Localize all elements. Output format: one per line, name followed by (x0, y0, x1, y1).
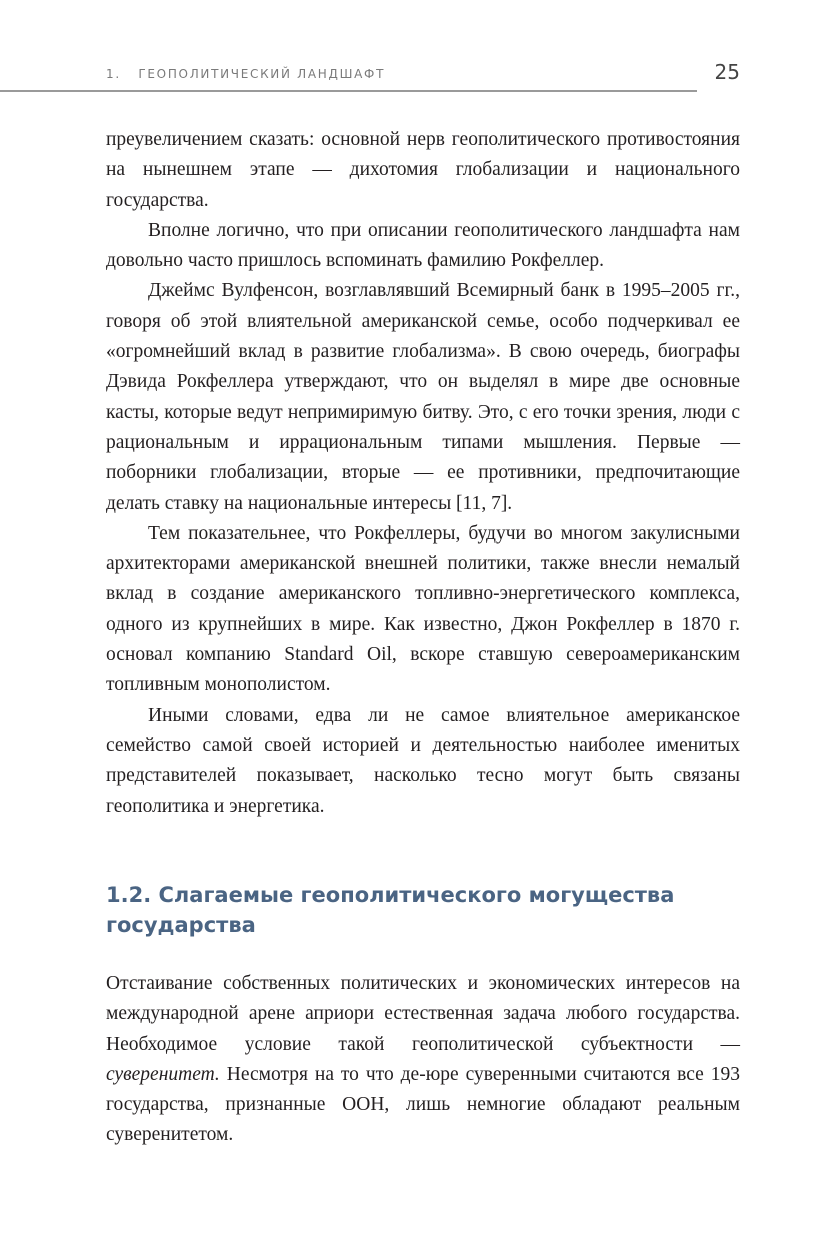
section-heading: 1.2. Слагаемые геополитического могущества государства (106, 883, 675, 937)
section-term: суверенитет. (106, 1063, 220, 1085)
section-paragraph (106, 969, 740, 1151)
section-text-after-term: Несмотря на то что де-юре суверенными считаются все 193 государства, признанные ООН, лишь немногие обладают реальным суверенитетом. (106, 1063, 740, 1146)
paragraph: Тем показательнее, что Рокфеллеры, будучи во многом закулисными архитекторами американской внешней политики, также внесли немалый вклад в создание американского топливно-энергетического комплекса, одного из крупнейших в мире. Как известно, Джон Рокфеллер в 1870 г. основал компанию Standard Oil, вскоре ставшую североамериканским топливным монополистом. (106, 522, 740, 696)
chapter-number: 1. (106, 67, 121, 81)
section-text-before-term: Отстаивание собственных политических и экономических интересов на международной арене априори естественная задача любого государства. Необходимое условие такой геополитической субъектности — (106, 973, 740, 1055)
page-number: 25 (714, 60, 740, 84)
paragraph-continuation: преувеличением сказать: основной нерв геополитического противостояния на нынешнем этапе — дихотомия глобализации и национального государства. (106, 129, 740, 211)
paragraph: Вполне логично, что при описании геополитического ландшафта нам довольно часто пришлось вспоминать фамилию Рокфеллер. (106, 219, 740, 272)
section-body (106, 969, 740, 1151)
body-text (106, 125, 740, 822)
paragraph: Джеймс Вулфенсон, возглавлявший Всемирный банк в 1995–2005 гг., говоря об этой влиятельной американской семье, особо подчеркивал ее «огромнейший вклад в развитие глобализма». В свою очередь, биографы Дэвида Рокфеллера утверждают, что он выделял в мире две основные касты, которые ведут непримиримую битву. Это, с его точки зрения, люди с рациональным и иррациональным типами мышления. Первые — поборники глобализации, вторые — ее противники, предпочитающие делать ставку на национальные интересы [11, 7]. (106, 280, 740, 514)
chapter-title: ГЕОПОЛИТИЧЕСКИЙ ЛАНДШАФТ (138, 67, 386, 81)
paragraph: Иными словами, едва ли не самое влиятельное американское семейство самой своей историей и деятельностью наиболее именитых представителей показывает, насколько тесно могут быть связаны геополитика и энергетика. (106, 704, 740, 817)
header-rule (0, 90, 697, 92)
running-head (106, 67, 385, 81)
